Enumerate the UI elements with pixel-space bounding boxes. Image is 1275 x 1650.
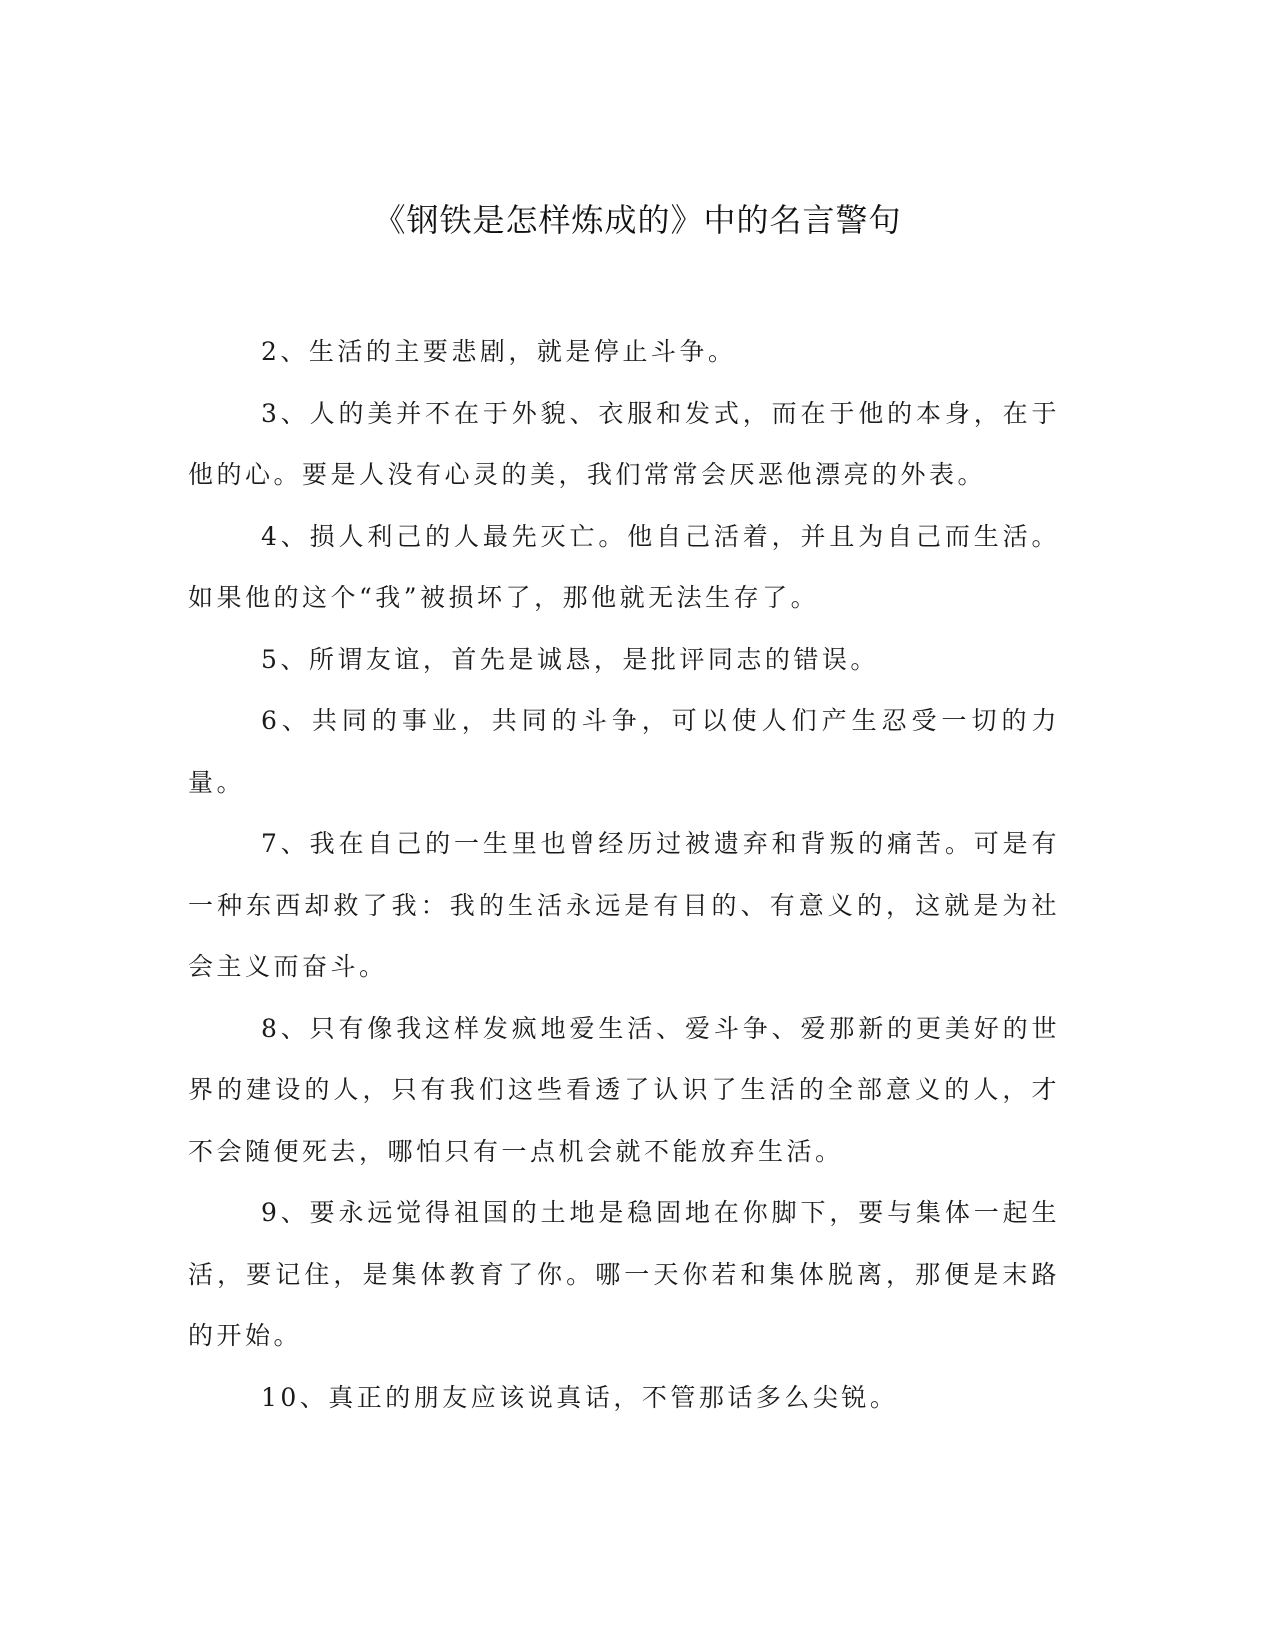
quote-paragraph: 9、要永远觉得祖国的土地是稳固地在你脚下，要与集体一起生活，要记住，是集体教育了你。哪一天你若和集体脱离，那便是末路的开始。 xyxy=(188,1198,1060,1350)
quote-paragraph: 10、真正的朋友应该说真话，不管那话多么尖锐。 xyxy=(261,1382,899,1412)
quote-paragraph: 3、人的美并不在于外貌、衣服和发式，而在于他的本身，在于他的心。要是人没有心灵的美，我们常常会厌恶他漂亮的外表。 xyxy=(188,398,1060,489)
quote-paragraph: 2、生活的主要悲剧，就是停止斗争。 xyxy=(261,337,737,366)
quote-paragraph: 4、损人利己的人最先灭亡。他自己活着，并且为自己而生活。如果他的这个“我”被损坏了，那他就无法生存了。 xyxy=(188,521,1060,612)
quote-paragraph: 7、我在自己的一生里也曾经历过被遗弃和背叛的痛苦。可是有一种东西却救了我：我的生活永远是有目的、有意义的，这就是为社会主义而奋斗。 xyxy=(188,829,1060,981)
quote-list xyxy=(188,321,1060,1428)
quote-paragraph: 5、所谓友谊，首先是诚恳，是批评同志的错误。 xyxy=(261,644,879,674)
quote-paragraph: 8、只有像我这样发疯地爱生活、爱斗争、爱那新的更美好的世界的建设的人，只有我们这些看透了认识了生活的全部意义的人，才不会随便死去，哪怕只有一点机会就不能放弃生活。 xyxy=(188,1013,1060,1166)
quote-paragraph: 6、共同的事业，共同的斗争，可以使人们产生忍受一切的力量。 xyxy=(188,706,1060,797)
document-title: 《钢铁是怎样炼成的》中的名言警句 xyxy=(373,201,902,239)
